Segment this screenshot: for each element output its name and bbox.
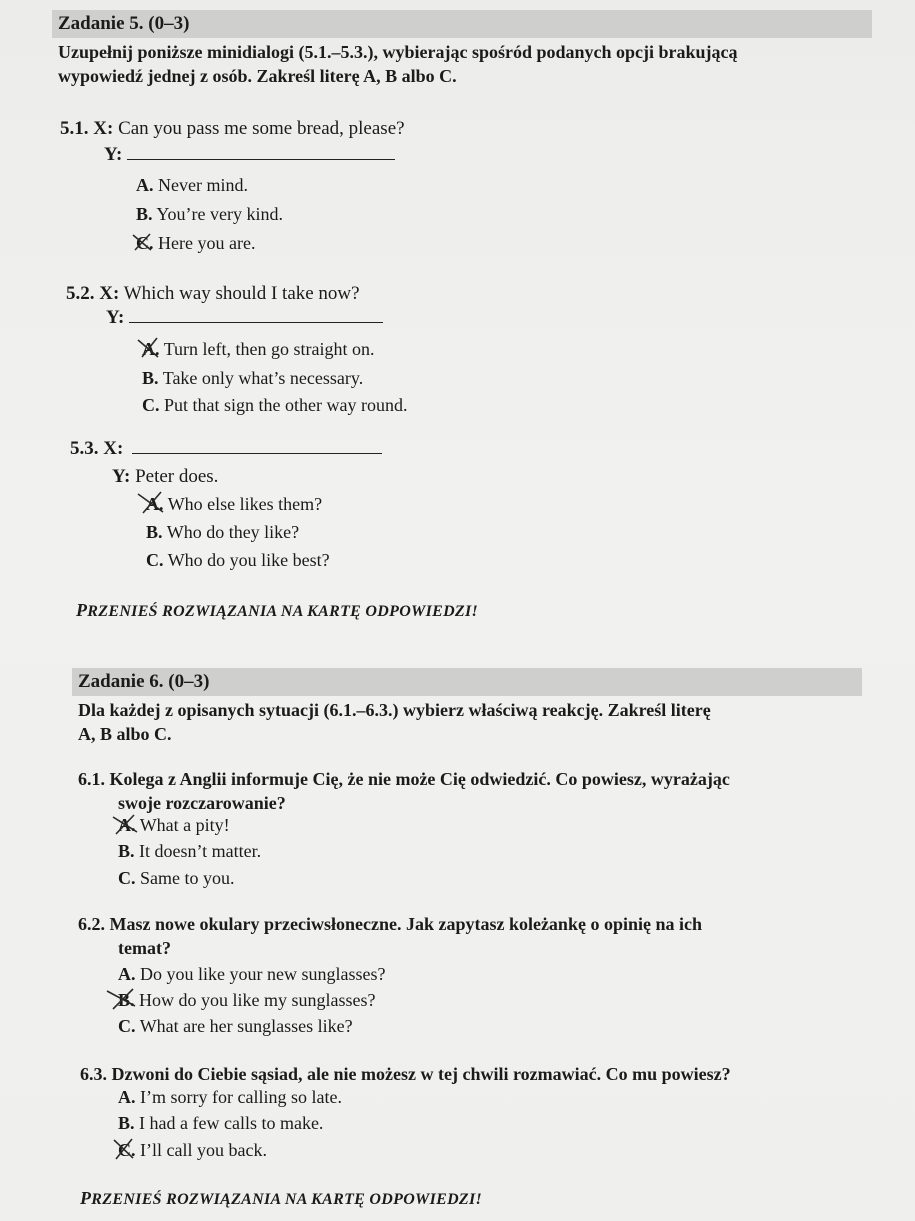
option-6-3-c[interactable]: C. I’ll call you back. <box>118 1137 267 1163</box>
question-prompt-line1: Dzwoni do Ciebie sąsiad, ale nie możesz w tej chwili rozmawiać. Co mu powiesz? <box>111 1064 731 1084</box>
speaker-y: Y: <box>104 144 123 165</box>
question-prompt-line2: swoje rozczarowanie? <box>118 793 286 813</box>
task-6-footer-note: PRZENIEŚ ROZWIĄZANIA NA KARTĘ ODPOWIEDZI! <box>80 1188 483 1208</box>
task-5 <box>52 10 872 88</box>
task-5-footer-note: PRZENIEŚ ROZWIĄZANIA NA KARTĘ ODPOWIEDZI! <box>76 600 479 620</box>
task-6-instruction <box>72 698 862 746</box>
speaker-x-text: Can you pass me some bread, please? <box>118 118 405 139</box>
cross-mark-icon <box>137 337 161 359</box>
question-5-2 <box>66 281 360 307</box>
speaker-x: X: <box>103 438 124 459</box>
option-6-2-b[interactable]: B. How do you like my sunglasses? <box>118 987 376 1013</box>
option-6-1-c[interactable]: C. Same to you. <box>118 868 235 888</box>
question-number: 6.3. <box>80 1064 107 1084</box>
task-5-instruction-line1: Uzupełnij poniższe minidialogi (5.1.–5.3.), wybierając spośród podanych opcji brakującą <box>58 42 738 62</box>
cross-mark-icon <box>131 231 155 253</box>
circled-answer-mark: A. <box>142 336 160 362</box>
question-number: 5.2. <box>66 283 95 304</box>
circled-answer-mark: A. <box>146 491 164 517</box>
option-6-1-b[interactable]: B. It doesn’t matter. <box>118 841 262 861</box>
speaker-y-text: Peter does. <box>135 466 219 487</box>
question-number: 5.3. <box>70 438 99 459</box>
option-5-2-c[interactable]: C. Put that sign the other way round. <box>142 395 408 415</box>
answer-blank[interactable] <box>132 439 382 454</box>
task-5-header: Zadanie 5. (0–3) <box>52 10 872 38</box>
option-5-3-a[interactable]: A. Who else likes them? <box>146 491 322 517</box>
option-6-1-a[interactable]: A. What a pity! <box>118 812 230 838</box>
question-6-1 <box>78 767 858 815</box>
question-prompt-line1: Kolega z Anglii informuje Cię, że nie może Cię odwiedzić. Co powiesz, wyrażając <box>109 769 730 789</box>
speaker-x-text: Which way should I take now? <box>123 283 360 304</box>
answer-blank[interactable] <box>129 308 383 323</box>
cross-mark-icon <box>113 988 141 1010</box>
task-6-instruction-line2: A, B albo C. <box>78 724 172 744</box>
option-5-1-b[interactable]: B. You’re very kind. <box>136 204 284 224</box>
task-5-instruction <box>52 40 872 88</box>
task-5-instruction-line2: wypowiedź jednej z osób. Zakreśl literę A, B albo C. <box>58 66 457 86</box>
task-6-header: Zadanie 6. (0–3) <box>72 668 862 696</box>
option-5-3-b[interactable]: B. Who do they like? <box>146 522 300 542</box>
circled-answer-mark: C. <box>118 1137 136 1163</box>
question-5-1-y <box>104 142 395 168</box>
speaker-y: Y: <box>106 307 125 328</box>
option-5-1-c[interactable]: C. Here you are. <box>136 230 255 256</box>
option-5-2-b[interactable]: B. Take only what’s necessary. <box>142 368 364 388</box>
answer-blank[interactable] <box>127 145 395 160</box>
circled-answer-mark: C. <box>136 230 154 256</box>
option-6-3-b[interactable]: B. I had a few calls to make. <box>118 1113 324 1133</box>
question-5-2-y <box>106 305 383 331</box>
question-5-3 <box>70 436 382 462</box>
cross-mark-icon <box>141 492 167 514</box>
circled-answer-mark: B. <box>118 987 135 1013</box>
question-number: 6.1. <box>78 769 105 789</box>
question-prompt-line1: Masz nowe okulary przeciwsłoneczne. Jak zapytasz koleżankę o opinię na ich <box>109 914 702 934</box>
option-5-2-a[interactable]: A. Turn left, then go straight on. <box>142 336 375 362</box>
question-number: 5.1. <box>60 118 89 139</box>
task-6 <box>72 668 862 746</box>
cross-mark-icon <box>113 813 139 835</box>
task-6-instruction-line1: Dla każdej z opisanych sytuacji (6.1.–6.3.) wybierz właściwą reakcję. Zakreśl literę <box>78 700 711 720</box>
question-6-3 <box>80 1062 860 1086</box>
option-6-2-c[interactable]: C. What are her sunglasses like? <box>118 1016 353 1036</box>
question-6-2 <box>78 912 858 960</box>
option-6-3-a[interactable]: A. I’m sorry for calling so late. <box>118 1087 342 1107</box>
question-5-1 <box>60 116 405 142</box>
cross-mark-icon <box>113 1138 139 1160</box>
option-5-1-a[interactable]: A. Never mind. <box>136 175 248 195</box>
question-prompt-line2: temat? <box>118 938 171 958</box>
speaker-y: Y: <box>112 466 131 487</box>
speaker-x: X: <box>99 283 120 304</box>
option-6-2-a[interactable]: A. Do you like your new sunglasses? <box>118 964 386 984</box>
circled-answer-mark: A. <box>118 812 136 838</box>
option-5-3-c[interactable]: C. Who do you like best? <box>146 550 330 570</box>
question-5-3-y <box>112 464 218 490</box>
speaker-x: X: <box>93 118 114 139</box>
question-number: 6.2. <box>78 914 105 934</box>
